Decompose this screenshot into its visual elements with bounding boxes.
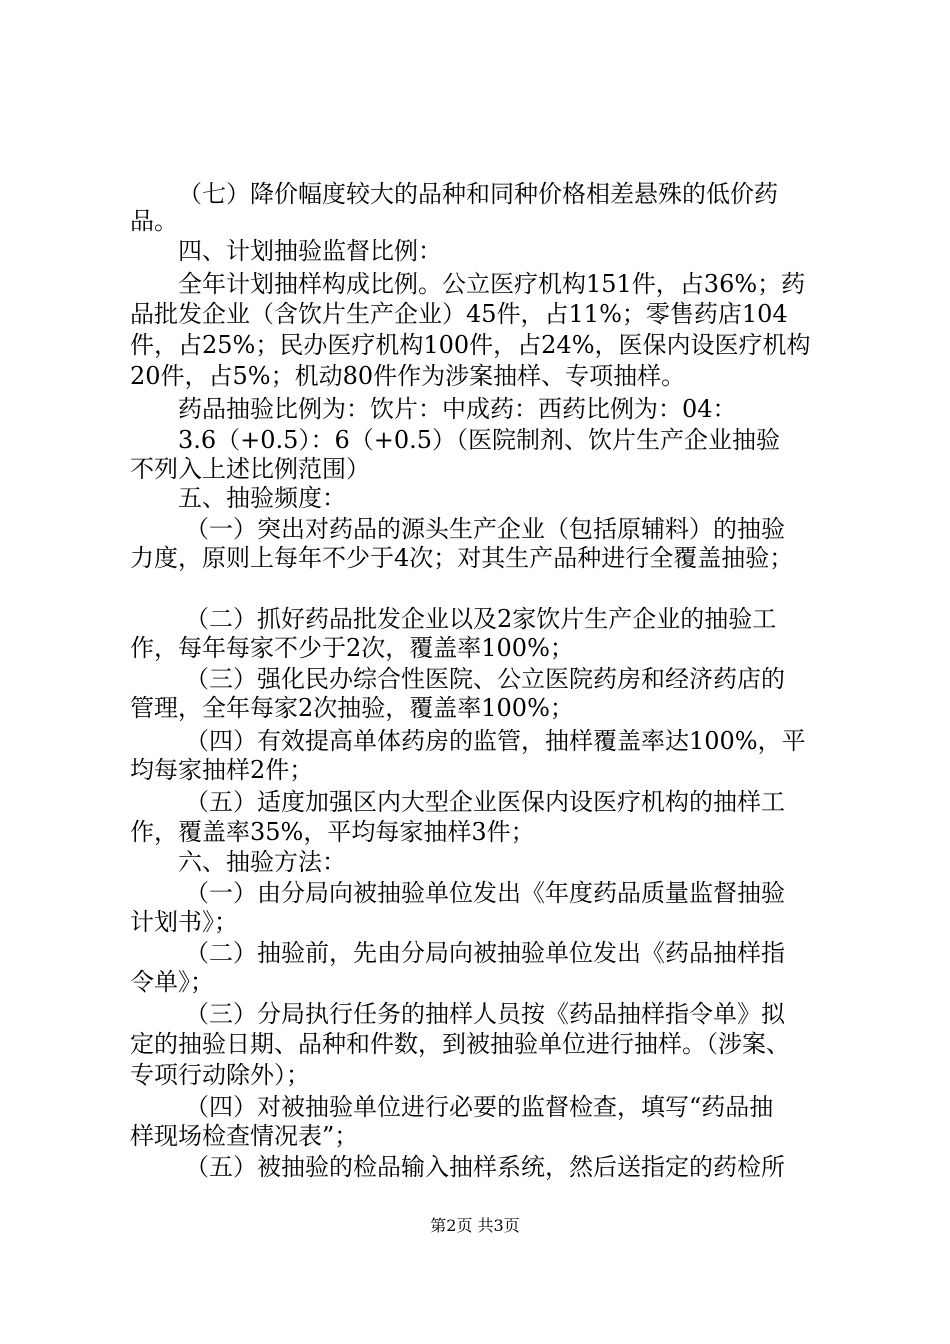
text-line-19: 均每家抽样2件； [130,756,314,784]
text-line-7: 20件，占5%；机动80件作为涉案抽样、专项抽样。 [130,362,686,390]
text-line-18: （四）有效提高单体药房的监管，抽样覆盖率达100%，平 [185,727,806,755]
text-line-24: 计划书》； [130,908,238,936]
text-line-2: 品。 [130,207,178,235]
text-line-17: 管理，全年每家2次抽验，覆盖率100%； [130,694,574,722]
page-number-footer: 第2页 共3页 [430,1216,520,1235]
text-line-25: （二）抽验前，先由分局向被抽验单位发出《药品抽样指 [185,939,785,967]
text-line-14: （二）抓好药品批发企业以及2家饮片生产企业的抽验工 [185,605,777,633]
text-line-20: （五）适度加强区内大型企业医保内设医疗机构的抽样工 [185,788,785,816]
text-line-8: 药品抽验比例为：饮片：中成药：西药比例为：04： [178,395,737,423]
section-heading-5: 五、抽验频度： [178,484,346,512]
text-line-29: 专项行动除外）； [130,1061,310,1089]
text-line-21: 作，覆盖率35%，平均每家抽样3件； [130,818,535,846]
text-line-16: （三）强化民办综合性医院、公立医院药房和经济药店的 [185,665,785,693]
section-heading-4: 四、计划抽验监督比例： [178,237,442,265]
text-line-13: 力度，原则上每年不少于4次；对其生产品种进行全覆盖抽验； [130,544,794,572]
text-line-4: 全年计划抽样构成比例。公立医疗机构151件，占36%；药 [178,270,806,298]
text-line-32: （五）被抽验的检品输入抽样系统，然后送指定的药检所 [185,1153,785,1181]
text-line-6: 件，占25%；民办医疗机构100件，占24%，医保内设医疗机构 [130,331,811,359]
text-line-27: （三）分局执行任务的抽样人员按《药品抽样指令单》拟 [185,1000,785,1028]
text-line-30: （四）对被抽验单位进行必要的监督检查，填写“药品抽 [185,1093,774,1121]
text-line-9: 3.6（+0.5）：6（+0.5）（医院制剂、饮片生产企业抽验 [178,426,780,454]
text-line-28: 定的抽验日期、品种和件数，到被抽验单位进行抽样。（涉案、 [130,1030,790,1058]
text-line-12: （一）突出对药品的源头生产企业（包括原辅料）的抽验 [185,515,785,543]
text-line-10: 不列入上述比例范围） [130,455,370,483]
text-line-5: 品批发企业（含饮片生产企业）45件，占11%；零售药店104 [130,300,788,328]
text-line-31: 样现场检查情况表”； [130,1122,359,1150]
section-heading-6: 六、抽验方法： [178,848,346,876]
text-line-26: 令单》； [130,968,214,996]
text-line-15: 作，每年每家不少于2次，覆盖率100%； [130,634,574,662]
text-line-1: （七）降价幅度较大的品种和同种价格相差悬殊的低价药 [178,180,778,208]
text-line-23: （一）由分局向被抽验单位发出《年度药品质量监督抽验 [185,879,785,907]
